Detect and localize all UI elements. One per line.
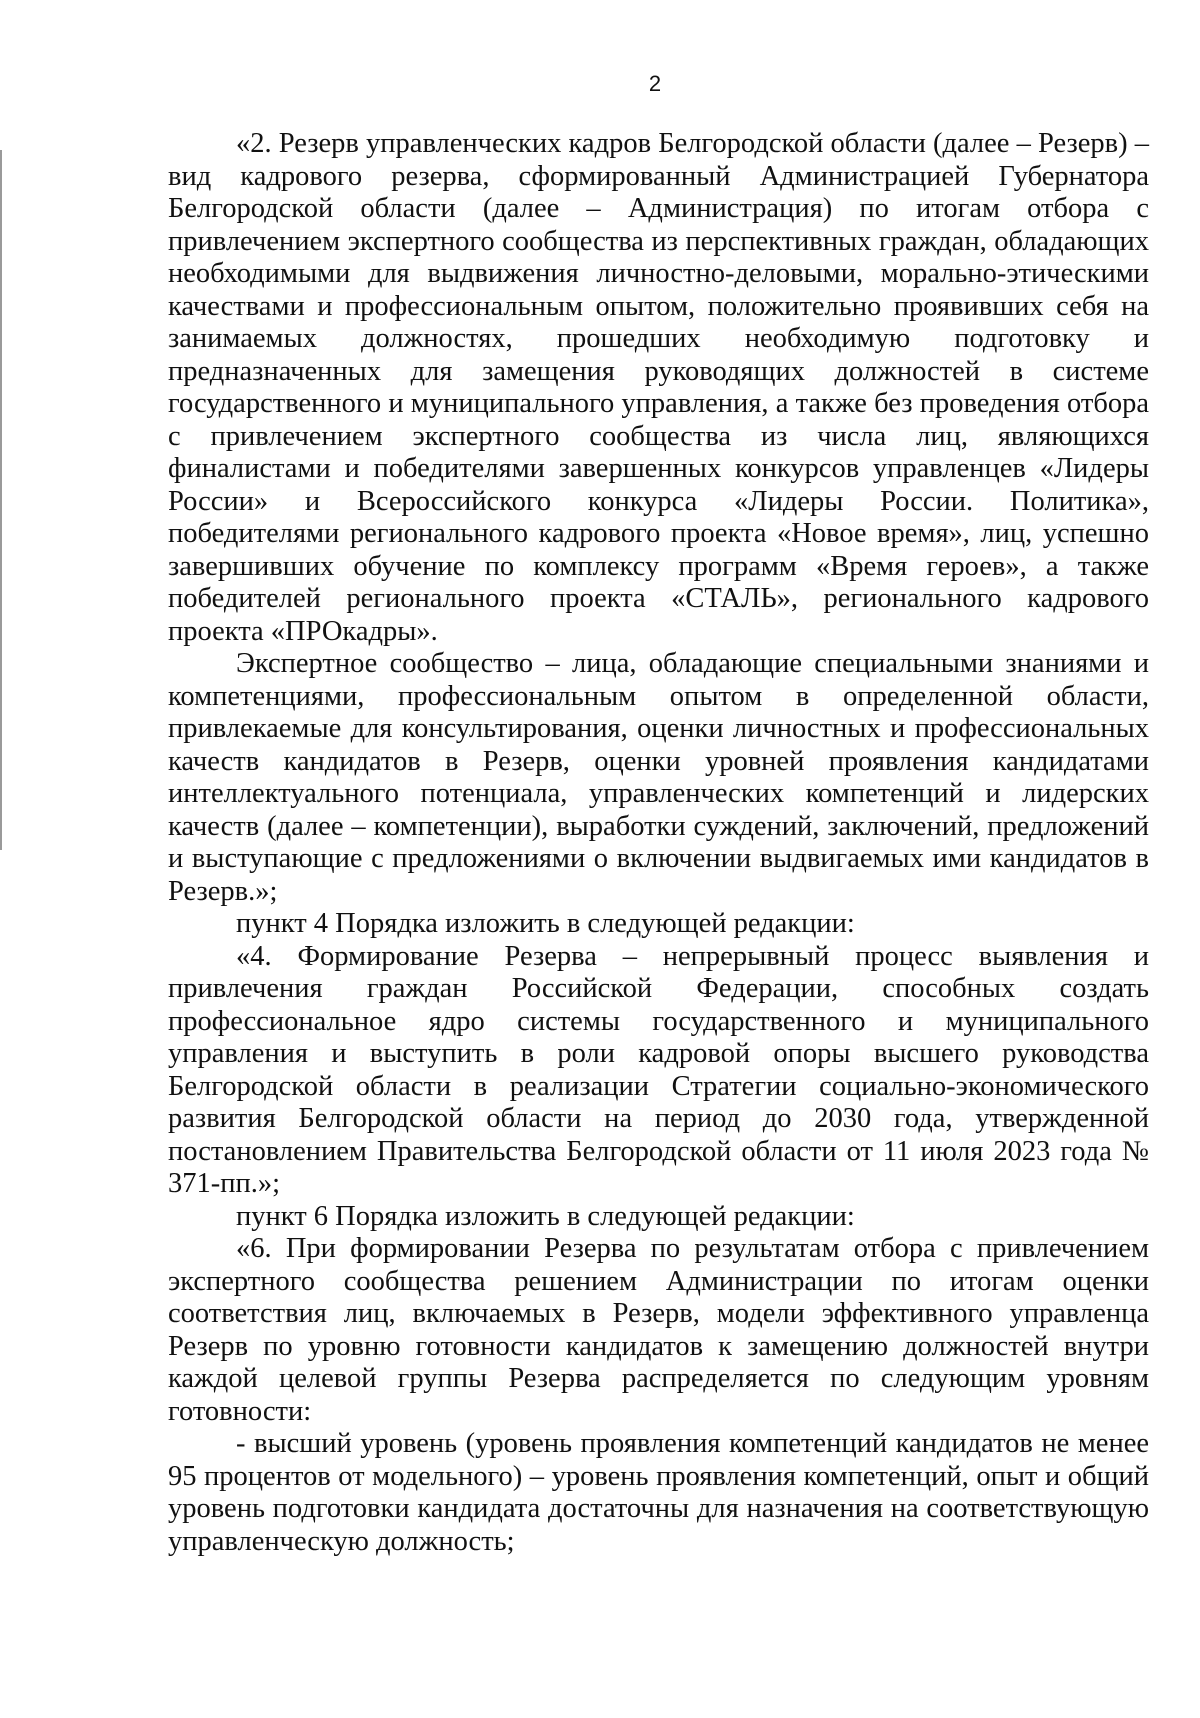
paragraph-item-4-intro: пункт 4 Порядка изложить в следующей редакции: xyxy=(236,908,855,939)
document-body xyxy=(168,128,1149,1558)
paragraph-highest-level: - высший уровень (уровень проявления компетенций кандидатов не менее 95 процентов от модельного) – уровень проявления компетенций, опыт и общий уровень подготовки кандидата достаточны для назначения на соответствующую управленческую должность; xyxy=(168,1428,1149,1557)
paragraph-item-6-intro: пункт 6 Порядка изложить в следующей редакции: xyxy=(236,1200,855,1232)
paragraph-item-6-text: «6. При формировании Резерва по результатам отбора с привлечением экспертного сообщества решением Администрации по итогам оценки соответствия лиц, включаемых в Резерв, модели эффективного управленца Резерв по уровню готовности кандидатов к замещению должностей внутри каждой целевой группы Резерва распределяется по следующим уровням готовности: xyxy=(168,1233,1149,1427)
paragraph-reserve-definition: «2. Резерв управленческих кадров Белгородской области (далее – Резерв) – вид кадрового резерва, сформированный Администрацией Губернатора Белгородской области (далее – Администрация) по итогам отбора с привлечением экспертного сообщества из перспективных граждан, обладающих необходимыми для выдвижения личностно-деловыми, морально-этическими качествами и профессиональным опытом, положительно проявивших себя на занимаемых должностях, прошедших необходимую подготовку и предназначенных для замещения руководящих должностей в системе государственного и муниципального управления, а также без проведения отбора с привлечением экспертного сообщества из числа лиц, являющихся финалистами и победителями завершенных конкурсов управленцев «Лидеры России» и Всероссийского конкурса «Лидеры России. Политика», победителями регионального кадрового проекта «Новое время», лиц, успешно завершивших обучение по комплексу программ «Время героев», а также победителей регионального проекта «СТАЛЬ», регионального кадрового проекта «ПРОкадры». xyxy=(168,128,1149,647)
scan-edge-line xyxy=(0,150,2,850)
page-number: 2 xyxy=(648,71,662,96)
paragraph-item-4-text: «4. Формирование Резерва – непрерывный процесс выявления и привлечения граждан Российской Федерации, способных создать профессиональное ядро системы государственного и муниципального управления и выступить в роли кадровой опоры высшего руководства Белгородской области в реализации Стратегии социально-экономического развития Белгородской области на период до 2030 года, утвержденной постановлением Правительства Белгородской области от 11 июля 2023 года № 371-пп.»; xyxy=(168,940,1149,1199)
paragraph-expert-community: Экспертное сообщество – лица, обладающие специальными знаниями и компетенциями, профессиональным опытом в определенной области, привлекаемые для консультирования, оценки личностных и профессиональных качеств кандидатов в Резерв, оценки уровней проявления кандидатами интеллектуального потенциала, управленческих компетенций и лидерских качеств (далее – компетенции), выработки суждений, заключений, предложений и выступающие с предложениями о включении выдвигаемых ими кандидатов в Резерв.»; xyxy=(168,648,1149,907)
